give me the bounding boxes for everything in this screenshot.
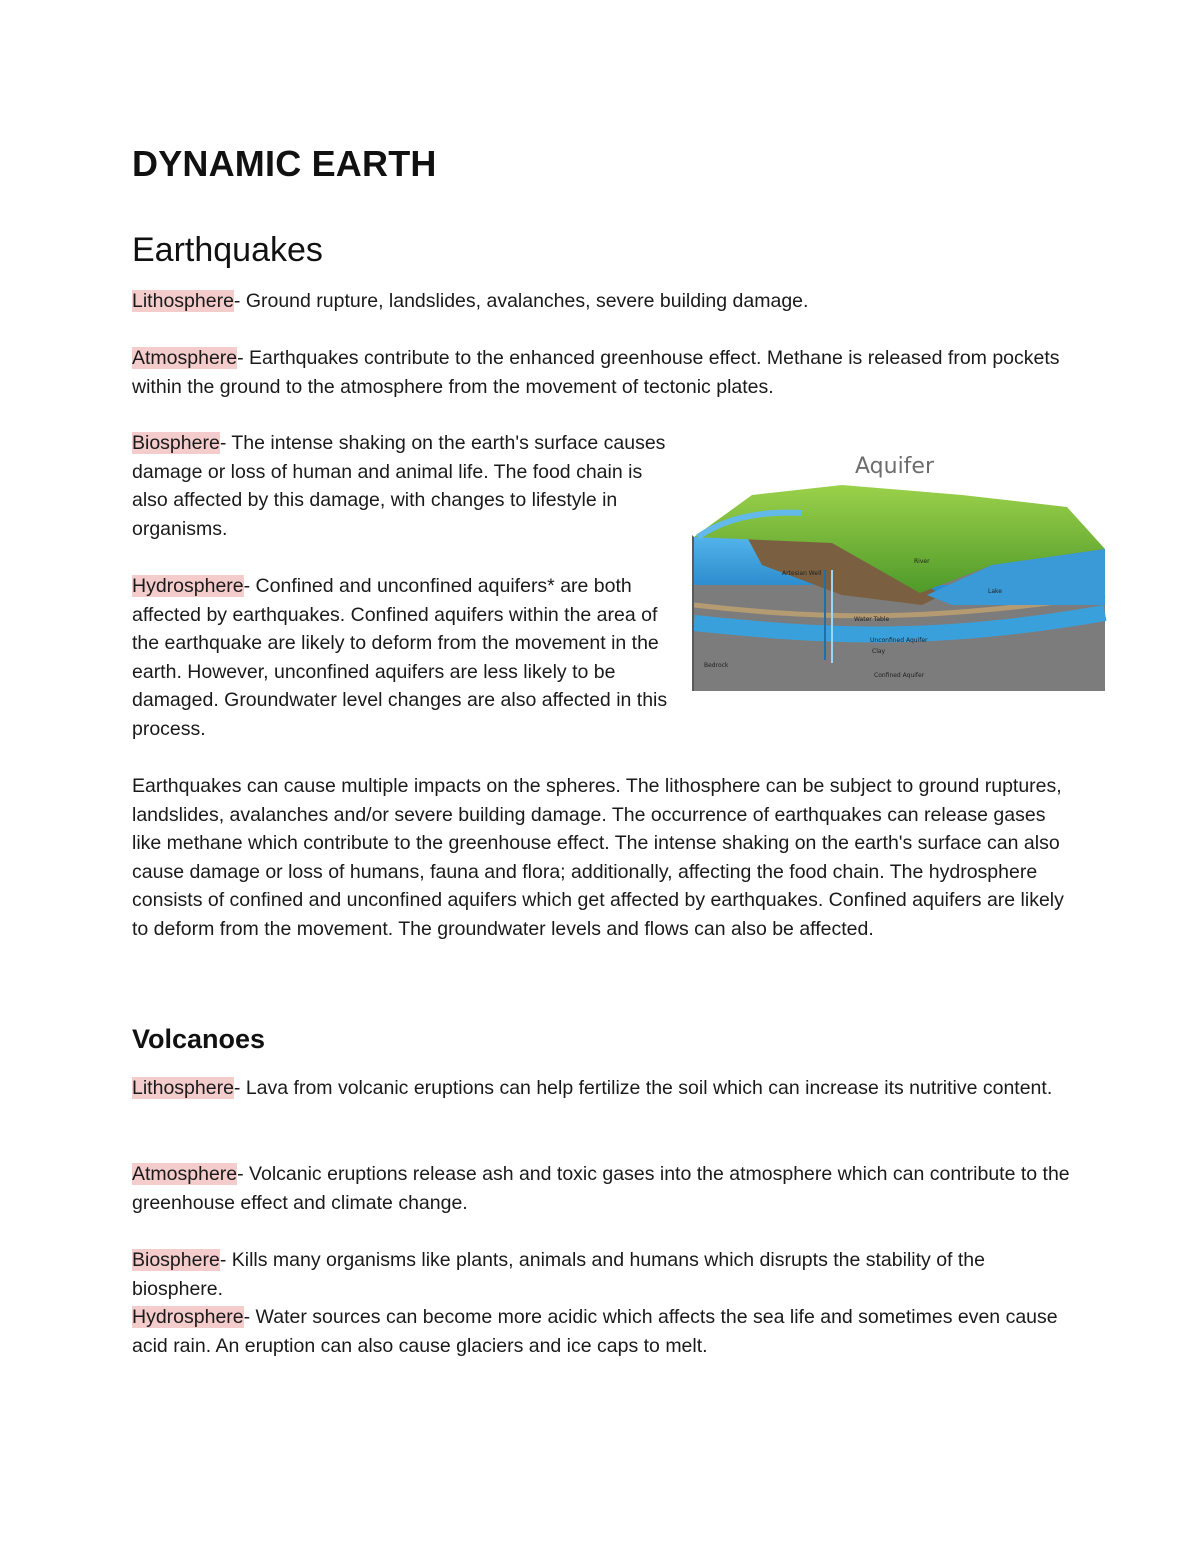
aquifer-diagram (692, 445, 1112, 695)
label-clay: Clay (872, 648, 886, 655)
eq-biosphere-label: Biosphere (132, 432, 220, 454)
label-river: River (914, 558, 930, 565)
vo-atmosphere-paragraph (132, 1160, 1077, 1217)
eq-atmosphere-text: - Earthquakes contribute to the enhanced greenhouse effect. Methane is released from pockets within the ground to the atmosphere from the movement of tectonic plates. (132, 347, 1060, 398)
label-bedrock: Bedrock (704, 662, 729, 669)
vo-hydrosphere-text: - Water sources can become more acidic which affects the sea life and sometimes even cause acid rain. An eruption can also cause glaciers and ice caps to melt. (132, 1306, 1058, 1357)
vo-atmosphere-label: Atmosphere (132, 1163, 238, 1185)
vo-lithosphere-label: Lithosphere (132, 1077, 234, 1099)
vo-lithosphere-paragraph (132, 1074, 1077, 1103)
label-unconfined-aquifer: Unconfined Aquifer (870, 637, 928, 644)
aquifer-figure (692, 445, 1112, 695)
aquifer-title: Aquifer (855, 454, 935, 479)
vo-lithosphere-text: - Lava from volcanic eruptions can help fertilize the soil which can increase its nutritive content. (233, 1077, 1053, 1099)
vo-hydrosphere-paragraph (132, 1303, 1077, 1360)
vo-atmosphere-text: - Volcanic eruptions release ash and toxic gases into the atmosphere which can contribute to the greenhouse effect and climate change. (132, 1163, 1070, 1214)
label-artesian-well: Artesian Well (782, 570, 822, 577)
eq-biosphere-text: - The intense shaking on the earth's surface causes damage or loss of human and animal life. The food chain is also affected by this damage, with changes to lifestyle in organisms. (132, 432, 666, 540)
eq-lithosphere-paragraph (132, 287, 1077, 316)
label-lake: Lake (988, 588, 1002, 595)
document-title: DYNAMIC EARTH (132, 143, 437, 184)
eq-lithosphere-text: - Ground rupture, landslides, avalanches, severe building damage. (233, 290, 809, 312)
label-water-table: Water Table (854, 616, 890, 623)
block-left-edge (692, 535, 694, 691)
eq-lithosphere-label: Lithosphere (132, 290, 234, 312)
eq-hydrosphere-label: Hydrosphere (132, 575, 244, 597)
eq-atmosphere-paragraph (132, 344, 1077, 401)
label-confined-aquifer: Confined Aquifer (874, 672, 925, 679)
vo-biosphere-paragraph (132, 1246, 1077, 1303)
volcanoes-heading: Volcanoes (132, 1024, 266, 1054)
eq-hydrosphere-paragraph (132, 572, 677, 744)
vo-biosphere-text: - Kills many organisms like plants, animals and humans which disrupts the stability of the biosphere. (132, 1249, 985, 1300)
earthquakes-heading: Earthquakes (132, 231, 323, 269)
eq-biosphere-paragraph (132, 429, 677, 543)
eq-atmosphere-label: Atmosphere (132, 347, 238, 369)
vo-biosphere-label: Biosphere (132, 1249, 220, 1271)
eq-summary-paragraph: Earthquakes can cause multiple impacts on the spheres. The lithosphere can be subject to ground ruptures, landslides, avalanches and/or severe building damage. The occurrence of earthquakes can release gases like methane which contribute to the greenhouse effect. The intense shaking on the earth's surface can also cause damage or loss of humans, fauna and flora; additionally, affecting the food chain. The hydrosphere consists of confined and unconfined aquifers which get affected by earthquakes. Confined aquifers are likely to deform from the movement. The groundwater levels and flows can also be affected. (132, 775, 1064, 940)
vo-hydrosphere-label: Hydrosphere (132, 1306, 244, 1328)
eq-hydrosphere-text: - Confined and unconfined aquifers* are both affected by earthquakes. Confined aquifers within the area of the earthquake are likely to deform from the movement in the earth. However, unconfined aquifers are less likely to be damaged. Groundwater level changes are also affected in this process. (132, 575, 668, 740)
